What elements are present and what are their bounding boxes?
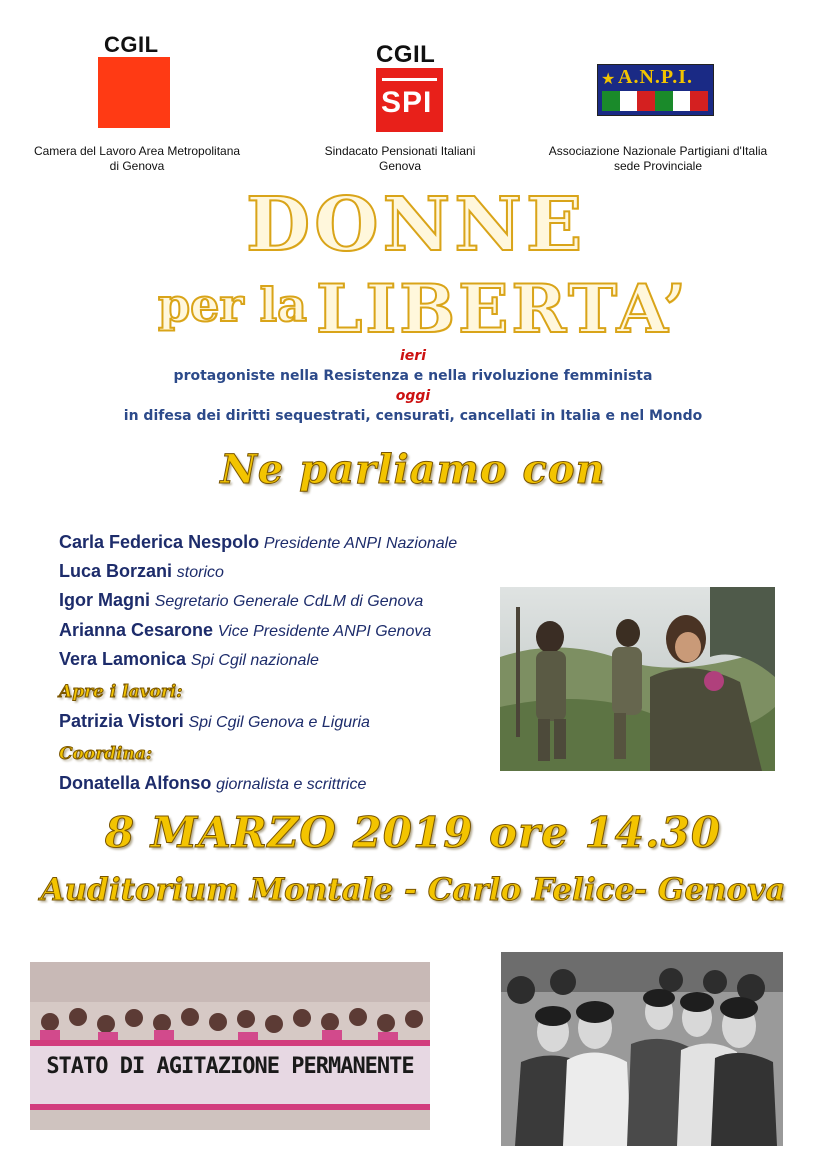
apre-label: Apre i lavori: — [59, 682, 183, 702]
photo-partisan-women — [501, 952, 783, 1146]
event-date: 8 MARZO 2019 ore 14.30 — [104, 808, 722, 857]
spi-logo-word: SPI — [381, 86, 433, 119]
speaker-row — [59, 532, 457, 553]
spi-caption — [300, 144, 500, 174]
anpi-caption — [536, 144, 780, 174]
photo-partisan-women-image — [501, 952, 783, 1146]
speaker-role: Segretario Generale CdLM di Genova — [154, 593, 424, 610]
speaker-name: Carla Federica Nespolo — [59, 532, 260, 552]
title-liberta: LIBERTA’ — [316, 270, 689, 348]
photo-march-image — [30, 962, 430, 1130]
coordina-name: Donatella Alfonso — [59, 773, 212, 793]
banner-text: STATO DI AGITAZIONE PERMANENTE — [46, 1054, 414, 1079]
apre-row — [59, 711, 370, 732]
speaker-role: storico — [176, 564, 224, 581]
anpi-logo — [597, 64, 714, 116]
speaker-name: Arianna Cesarone — [59, 620, 214, 640]
photo-women-fighters — [500, 587, 775, 771]
speaker-name: Vera Lamonica — [59, 649, 187, 669]
speaker-row — [59, 649, 319, 670]
coordina-role: giornalista e scrittrice — [216, 776, 367, 793]
spi-logo-cgil-word: CGIL — [376, 41, 436, 68]
title-per-la: per la — [158, 278, 307, 332]
spi-white-rule — [382, 78, 437, 81]
speaker-name: Luca Borzani — [59, 561, 173, 581]
spi-red-box — [376, 68, 443, 132]
spi-caption-line2: Genova — [378, 159, 422, 173]
speaker-row — [59, 620, 431, 641]
anpi-caption-line2: sede Provinciale — [613, 159, 703, 173]
speaker-role: Presidente ANPI Nazionale — [263, 535, 458, 552]
speaker-name: Igor Magni — [59, 590, 150, 610]
cgil-red-square — [98, 57, 170, 128]
speaker-row — [59, 590, 423, 611]
apre-role: Spi Cgil Genova e Liguria — [188, 714, 370, 731]
photo-march — [30, 962, 430, 1130]
oggi-text: in difesa dei diritti sequestrati, censurati, cancellati in Italia e nel Mondo — [123, 408, 703, 424]
speaker-row — [59, 561, 224, 582]
anpi-logo-word: A.N.P.I. — [618, 66, 694, 88]
anpi-caption-line1: Associazione Nazionale Partigiani d'Italia — [548, 144, 768, 158]
photo-women-fighters-image — [500, 587, 775, 771]
title-donne: DONNE — [246, 182, 587, 268]
apre-name: Patrizia Vistori — [59, 711, 184, 731]
event-venue: Auditorium Montale - Carlo Felice- Genova — [40, 872, 786, 908]
ieri-label: ieri — [400, 348, 426, 364]
cgil-caption-line2: di Genova — [109, 159, 165, 173]
cgil-logo-word: CGIL — [104, 32, 159, 57]
coordina-row — [59, 773, 366, 794]
cgil-caption — [22, 144, 252, 174]
anpi-star-icon: ★ — [601, 71, 616, 88]
spi-caption-line1: Sindacato Pensionati Italiani — [324, 144, 476, 158]
speaker-role: Vice Presidente ANPI Genova — [217, 623, 432, 640]
coordina-label: Coordina: — [59, 744, 153, 764]
cgil-caption-line1: Camera del Lavoro Area Metropolitana — [33, 144, 241, 158]
speaker-role: Spi Cgil nazionale — [190, 652, 319, 669]
oggi-label: oggi — [395, 388, 431, 404]
anpi-flag-stripes — [602, 91, 708, 111]
intro-heading: Ne parliamo con — [220, 446, 606, 493]
ieri-text: protagoniste nella Resistenza e nella rivoluzione femminista — [173, 368, 653, 384]
